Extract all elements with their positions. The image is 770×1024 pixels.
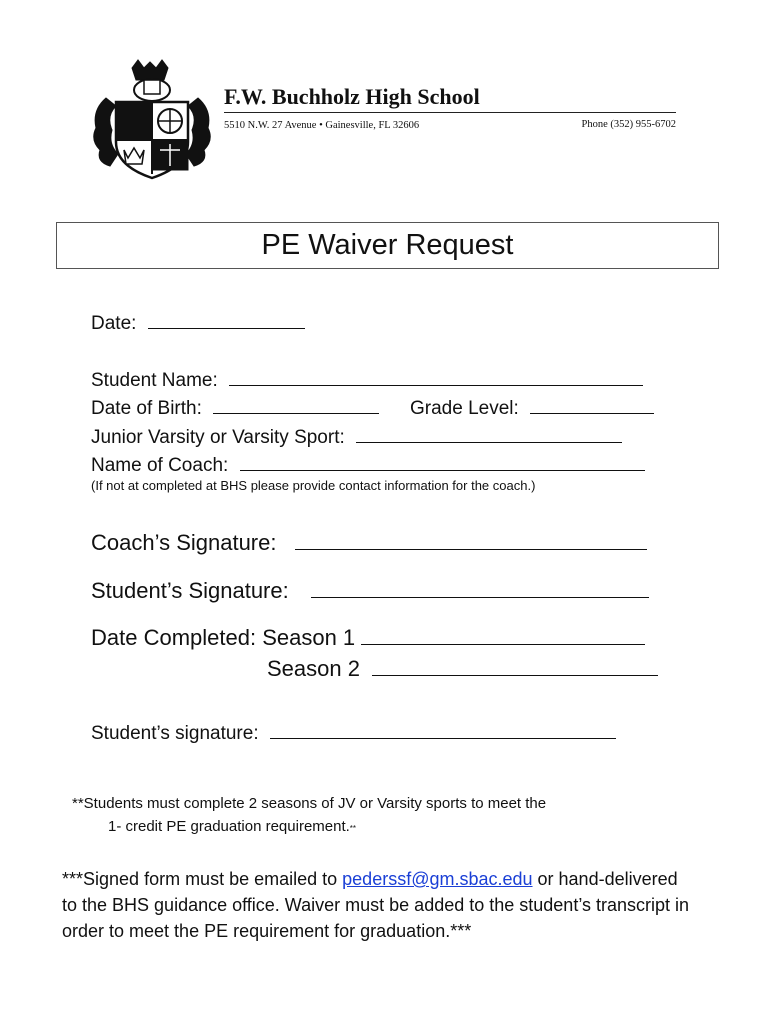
guidance-email-link[interactable]: pederssf@gm.sbac.edu	[342, 869, 533, 889]
sport-row	[91, 424, 622, 449]
coach-signature-field[interactable]	[295, 531, 647, 550]
final-note-line1	[62, 866, 689, 892]
season1-field[interactable]	[361, 626, 645, 645]
dob-row	[91, 395, 379, 420]
student-signature-label: Student’s Signature:	[91, 578, 289, 603]
grade-field[interactable]	[530, 395, 654, 414]
student-signature2-row	[91, 720, 616, 745]
final-note-prefix: ***Signed form must be emailed to	[62, 869, 343, 889]
student-signature2-label: Student’s signature:	[91, 723, 259, 744]
dob-field[interactable]	[213, 395, 379, 414]
grade-row	[410, 395, 654, 420]
coach-signature-label: Coach’s Signature:	[91, 530, 277, 555]
coach-note: (If not at completed at BHS please provide contact information for the coach.)	[91, 478, 536, 493]
coach-name-row	[91, 452, 645, 477]
final-note-line2: to the BHS guidance office. Waiver must be added to the student’s transcript in	[62, 895, 690, 915]
season2-row	[267, 656, 658, 682]
footnote-line2-row	[108, 818, 356, 835]
form-title-box	[56, 222, 719, 269]
final-note-line3: order to meet the PE requirement for graduation.***	[62, 921, 472, 941]
student-signature-row	[91, 578, 649, 604]
dob-label: Date of Birth:	[91, 398, 202, 419]
footnote-line1: **Students must complete 2 seasons of JV or Varsity sports to meet the	[72, 795, 547, 812]
form-title: PE Waiver Request	[261, 229, 514, 261]
student-signature-field[interactable]	[311, 579, 649, 598]
coach-signature-row	[91, 530, 647, 556]
season1-row	[91, 625, 645, 651]
sport-label: Junior Varsity or Varsity Sport:	[91, 427, 345, 448]
date-label: Date:	[91, 313, 137, 334]
school-address: 5510 N.W. 27 Avenue • Gainesville, FL 32606	[224, 120, 420, 131]
season2-field[interactable]	[372, 657, 658, 676]
coach-name-label: Name of Coach:	[91, 455, 229, 476]
footnote-line2: 1- credit PE graduation requirement.	[108, 818, 350, 835]
school-crest-logo	[86, 58, 218, 182]
coach-name-field[interactable]	[240, 452, 645, 471]
student-name-field[interactable]	[229, 367, 643, 386]
sport-field[interactable]	[356, 424, 622, 443]
season2-label: Season 2	[267, 656, 360, 681]
date-field[interactable]	[148, 310, 305, 329]
header-divider	[224, 112, 676, 113]
grade-label: Grade Level:	[410, 398, 519, 419]
final-note-suffix: or hand-delivered	[532, 869, 678, 889]
student-name-row	[91, 367, 643, 392]
date-row	[91, 310, 305, 335]
date-completed-label: Date Completed: Season 1	[91, 625, 356, 650]
student-signature2-field[interactable]	[270, 720, 616, 739]
school-phone: Phone (352) 955-6702	[581, 119, 676, 130]
school-name: F.W. Buchholz High School	[224, 84, 480, 109]
final-note	[62, 866, 689, 944]
student-name-label: Student Name:	[91, 370, 218, 391]
footnote-stars: **	[349, 824, 357, 833]
